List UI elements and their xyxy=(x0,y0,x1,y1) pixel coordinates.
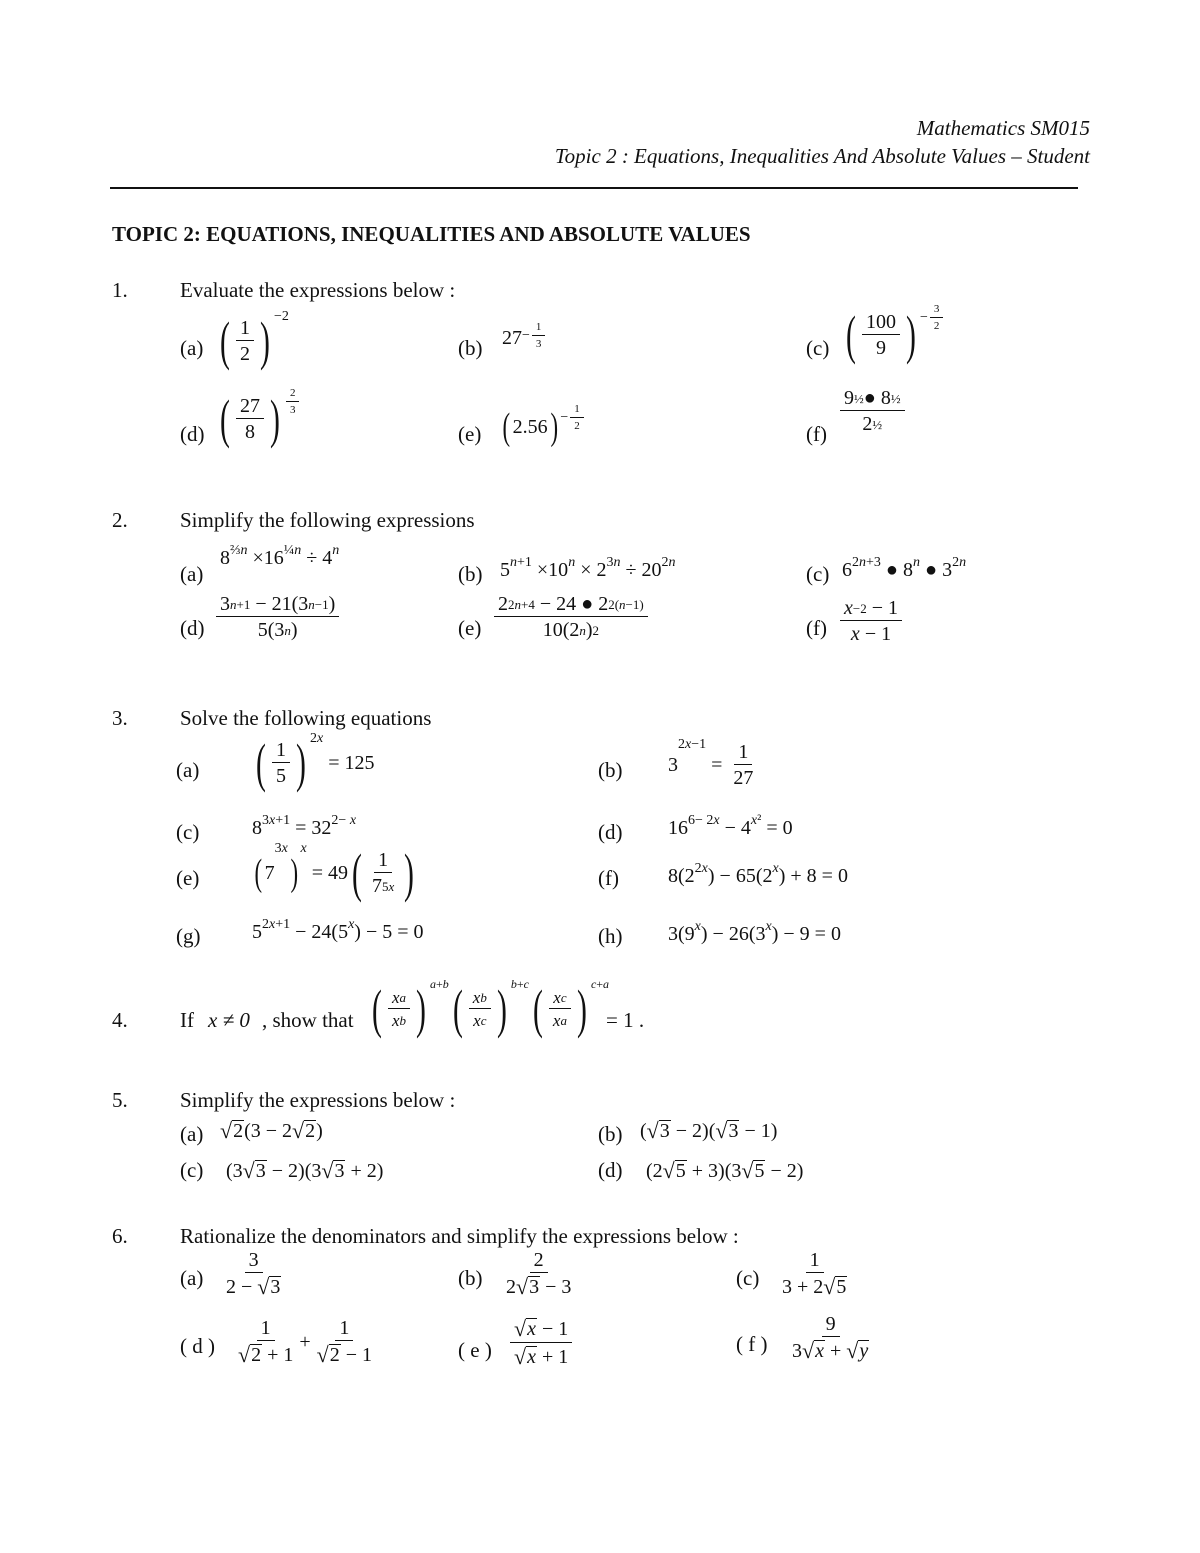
q6-label-c: (c) xyxy=(736,1266,760,1290)
q5-label-c: (c) xyxy=(180,1158,204,1182)
q2-label-e: (e) xyxy=(458,616,482,640)
question-3-number: 3. xyxy=(112,706,128,730)
question-4-number: 4. xyxy=(112,1008,128,1032)
q5-label-b: (b) xyxy=(598,1122,623,1146)
q2-expr-e: 2 2n+4 − 24 ● 2 2(n−1) 10(2 n ) 2 xyxy=(492,594,650,640)
q2-label-f: (f) xyxy=(806,616,827,640)
q3-expr-c: 8 3x+1 = 32 2− x xyxy=(252,813,357,839)
q6-expr-c: 1 3 + 2 √ 5 xyxy=(782,1249,847,1299)
header-course: Mathematics SM015 xyxy=(916,116,1090,140)
q2-expr-f: x −2 − 1 x − 1 xyxy=(838,598,904,644)
q6-expr-e: √ x − 1 √ x + 1 xyxy=(508,1318,574,1368)
q5-expr-a: √ 2 (3 − 2 √ 2 ) xyxy=(220,1118,323,1143)
q6-label-d: ( d ) xyxy=(180,1334,215,1358)
q6-expr-a: 3 2 − √ 3 xyxy=(226,1249,281,1299)
question-6-text: Rationalize the denominators and simplify the expressions below : xyxy=(180,1224,739,1248)
q2-expr-b: 5 n+1 ×10 n × 2 3n ÷ 20 2n xyxy=(500,555,676,581)
q2-expr-c: 6 2n+3 ● 8 n ● 3 2n xyxy=(842,555,967,581)
q1-label-f: (f) xyxy=(806,422,827,446)
q2-label-b: (b) xyxy=(458,562,483,586)
q3-label-c: (c) xyxy=(176,820,200,844)
header-subtitle: Topic 2 : Equations, Inequalities And Absolute Values – Student xyxy=(554,144,1090,168)
q3-label-h: (h) xyxy=(598,924,623,948)
header-rule xyxy=(110,187,1078,189)
q3-expr-a: ( 1 5 ) 2x = 125 xyxy=(256,731,375,793)
q6-expr-f: 9 3 √ x + √ y xyxy=(792,1313,869,1363)
question-1-number: 1. xyxy=(112,278,128,302)
q3-label-g: (g) xyxy=(176,924,201,948)
q4-expr: ( x a x b ) a+b ( x b x c ) b+c ( x c x a ) c+a xyxy=(372,977,610,1039)
q5-expr-d: (2 √ 5 + 3)(3 √ 5 − 2) xyxy=(646,1158,804,1183)
q5-label-a: (a) xyxy=(180,1122,204,1146)
q1-label-a: (a) xyxy=(180,336,204,360)
q6-label-f: ( f ) xyxy=(736,1332,768,1356)
q3-expr-h: 3(9 x ) − 26(3 x ) − 9 = 0 xyxy=(668,919,841,945)
question-4-mid-text: , show that xyxy=(262,1008,354,1032)
q6-label-a: (a) xyxy=(180,1266,204,1290)
q1-expr-a: ( 1 2 ) −2 xyxy=(220,309,289,371)
q1-expr-d: ( 27 8 ) 2 3 xyxy=(216,392,301,446)
q1-expr-e: ( 2.56 ) − 1 2 xyxy=(500,408,586,446)
question-2-number: 2. xyxy=(112,508,128,532)
question-4-rhs: = 1 . xyxy=(606,1008,645,1032)
q1-label-e: (e) xyxy=(458,422,482,446)
q2-expr-a: 8 ⅔n ×16 ¼n ÷ 4 n xyxy=(220,543,340,569)
q3-label-f: (f) xyxy=(598,866,619,890)
q6-expr-b: 2 2 √ 3 − 3 xyxy=(506,1249,572,1299)
question-5-number: 5. xyxy=(112,1088,128,1112)
q3-label-e: (e) xyxy=(176,866,200,890)
q6-label-e: ( e ) xyxy=(458,1338,492,1362)
q2-label-a: (a) xyxy=(180,562,204,586)
q5-label-d: (d) xyxy=(598,1158,623,1182)
question-4-prefix: If xyxy=(180,1008,194,1032)
q1-label-c: (c) xyxy=(806,336,830,360)
q3-expr-f: 8(2 2x ) − 65(2 x ) + 8 = 0 xyxy=(668,861,848,887)
q3-label-a: (a) xyxy=(176,758,200,782)
q1-expr-f: 9 ½ ● 8 ½ 2 ½ xyxy=(838,388,907,434)
q6-expr-d: 1 √ 2 + 1 + 1 √ 2 − 1 xyxy=(238,1317,372,1367)
q3-label-b: (b) xyxy=(598,758,623,782)
q1-label-d: (d) xyxy=(180,422,205,446)
q2-expr-d: 3 n+1 − 21(3 n−1 ) 5(3 n ) xyxy=(214,594,341,640)
q1-label-b: (b) xyxy=(458,336,483,360)
question-1-text: Evaluate the expressions below : xyxy=(180,278,456,302)
q3-expr-e: ( 7 3x ) x = 49 ( 1 7 5x ) xyxy=(254,841,415,903)
question-4-condition: x ≠ 0 xyxy=(208,1008,250,1032)
q3-expr-d: 16 6− 2x − 4 x² = 0 xyxy=(668,813,793,839)
q6-label-b: (b) xyxy=(458,1266,483,1290)
question-6-number: 6. xyxy=(112,1224,128,1248)
q1-expr-b: 27 − 1 3 xyxy=(502,326,547,350)
q5-expr-b: ( √ 3 − 2)( √ 3 − 1) xyxy=(640,1118,778,1143)
q3-expr-g: 5 2x+1 − 24(5 x ) − 5 = 0 xyxy=(252,917,424,943)
page-title: TOPIC 2: EQUATIONS, INEQUALITIES AND ABSOLUTE VALUES xyxy=(112,222,751,246)
q2-label-c: (c) xyxy=(806,562,830,586)
q5-expr-c: (3 √ 3 − 2)(3 √ 3 + 2) xyxy=(226,1158,384,1183)
question-5-text: Simplify the expressions below : xyxy=(180,1088,456,1112)
question-2-text: Simplify the following expressions xyxy=(180,508,475,532)
q3-label-d: (d) xyxy=(598,820,623,844)
question-3-text: Solve the following equations xyxy=(180,706,432,730)
q1-expr-c: ( 100 9 ) − 3 2 xyxy=(842,308,945,362)
q2-label-d: (d) xyxy=(180,616,205,640)
q3-expr-b: 3 2x−1 = $\frac{1}{27}$ xyxy=(668,737,754,789)
